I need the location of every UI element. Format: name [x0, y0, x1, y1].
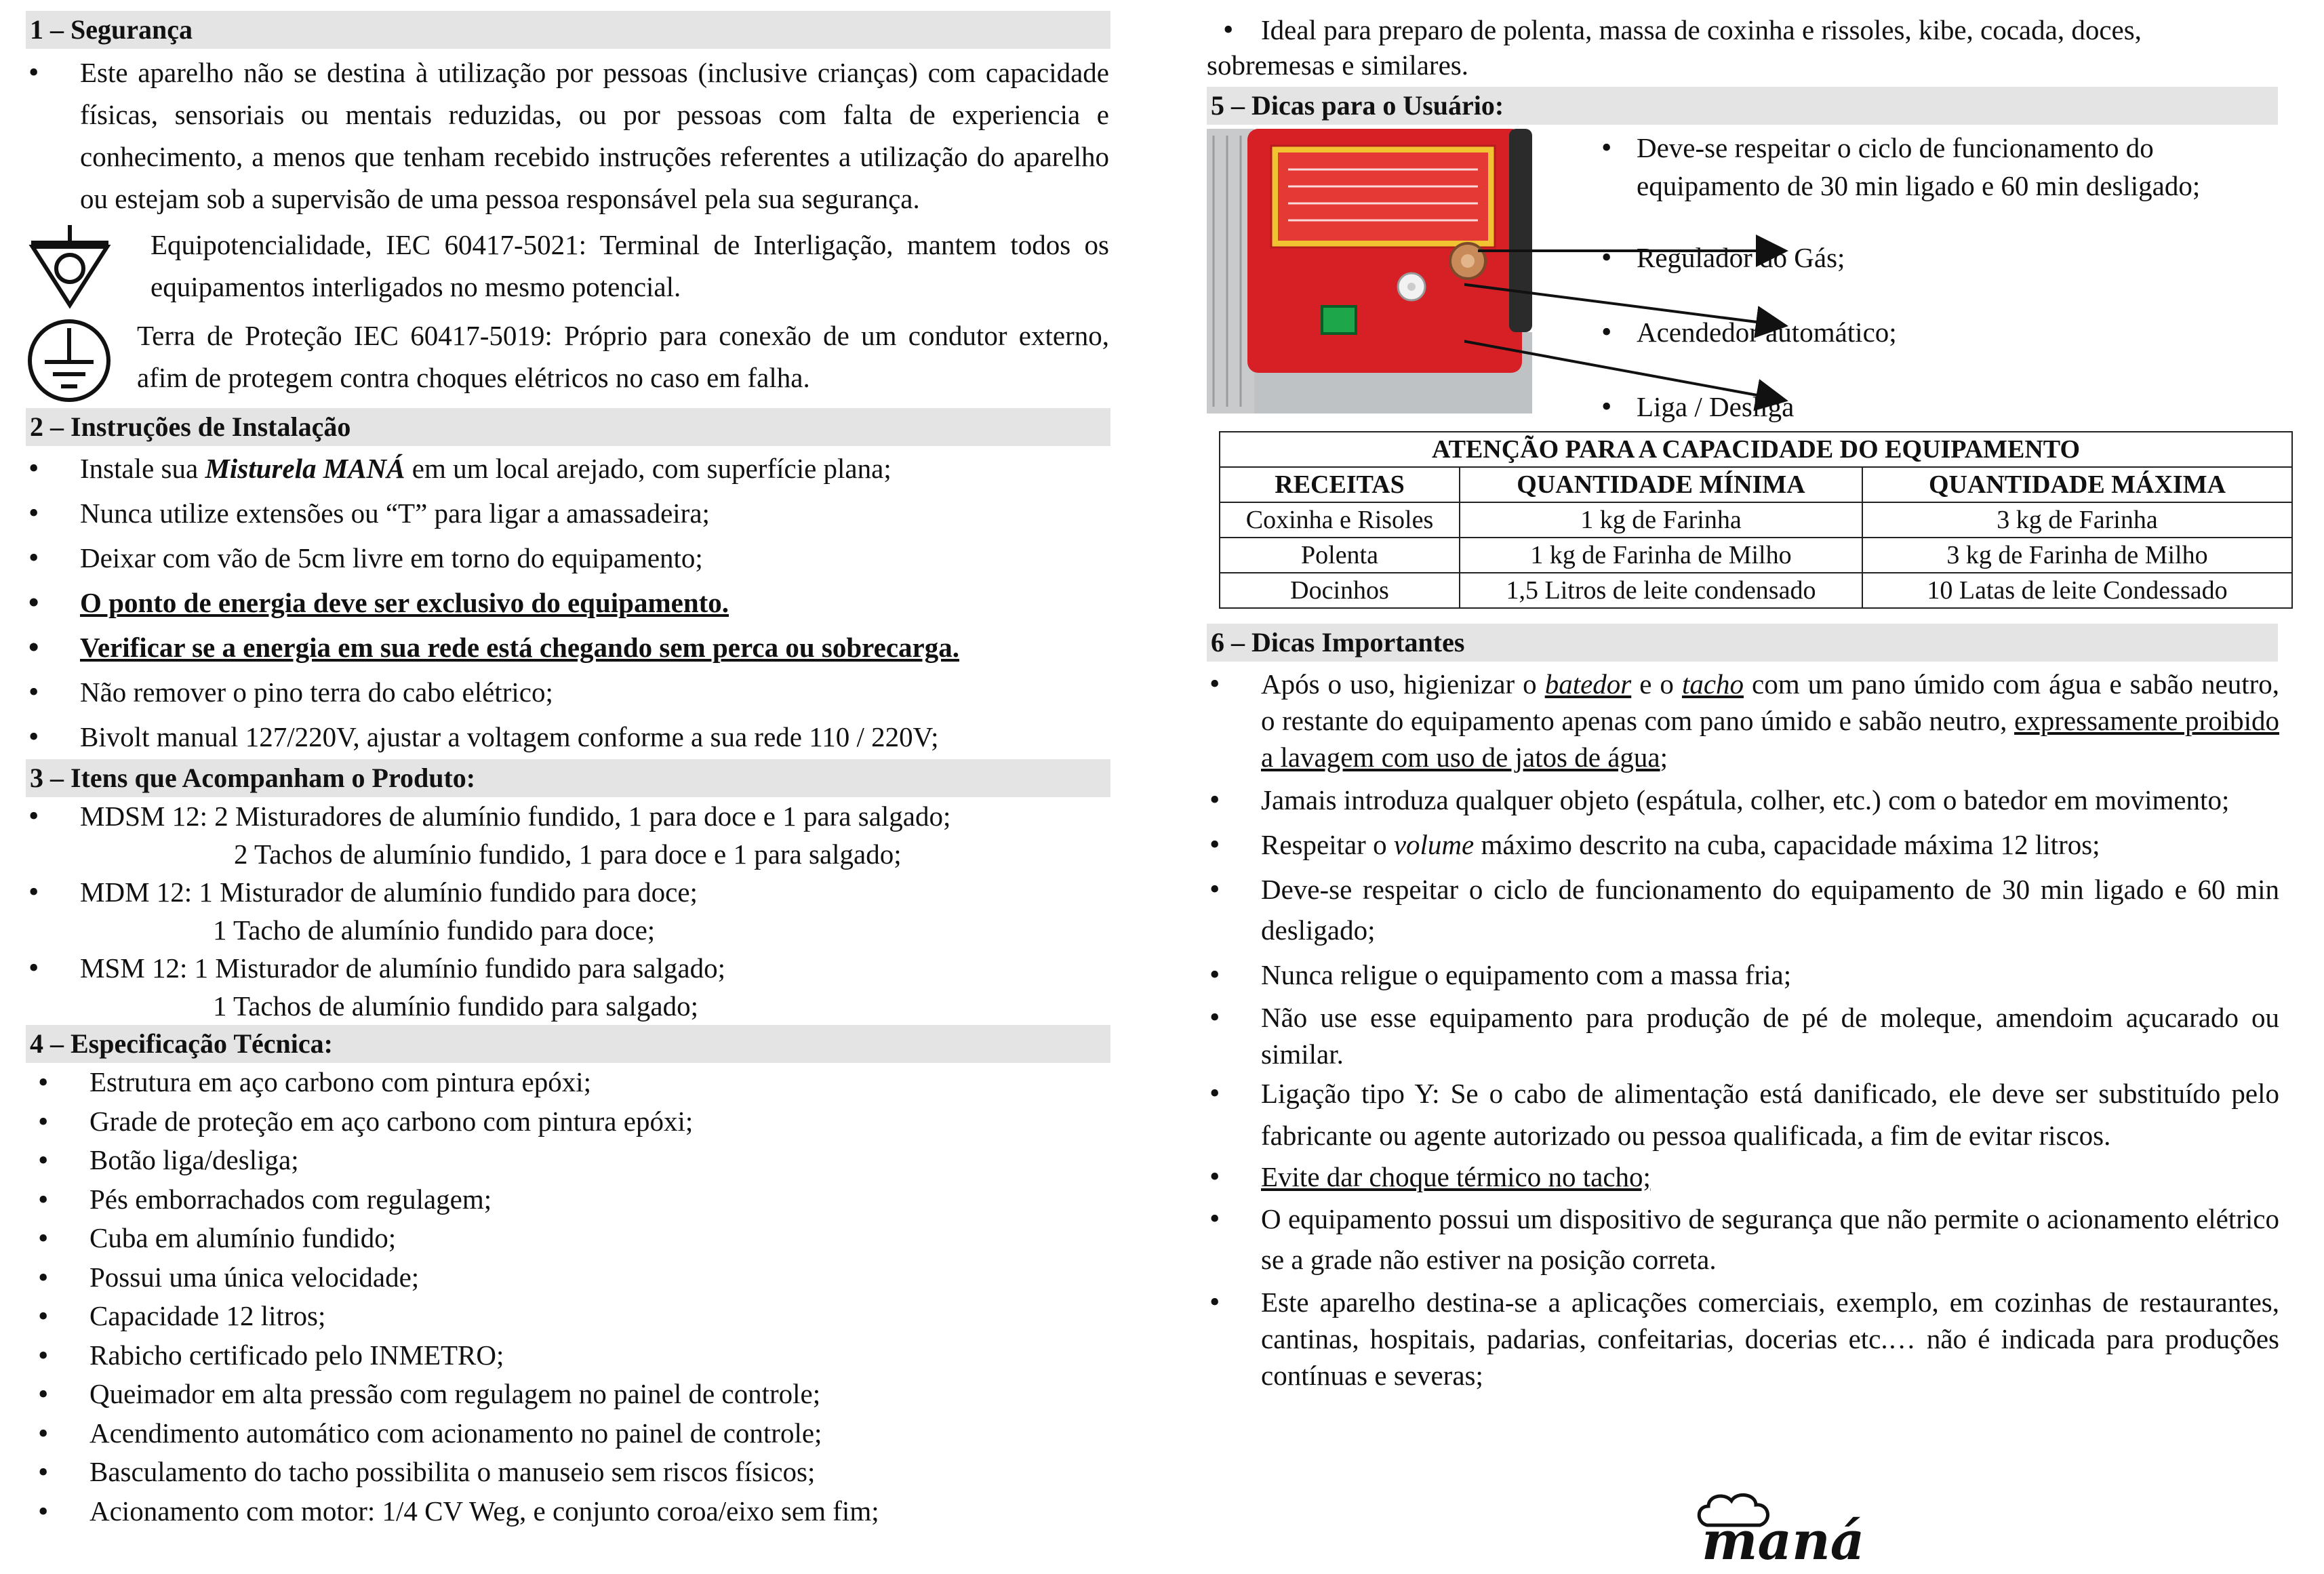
included-item: • MDM 12: 1 Misturador de alumínio fundido para doce;	[26, 873, 1110, 911]
table-cell: Polenta	[1220, 538, 1460, 573]
included-item-cont: 1 Tacho de alumínio fundido para doce;	[213, 914, 656, 946]
equipotential-text: Equipotencialidade, IEC 60417-5021: Terminal de Interligação, mantem todos os equipamentos interligados no mesmo potencial.	[151, 229, 1109, 302]
user-tip: • Regulador do Gás;	[1599, 239, 2277, 277]
section-2-heading: 2 – Instruções de Instalação	[26, 408, 1110, 446]
install-item: • Deixar com vão de 5cm livre em torno do equipamento;	[26, 536, 1110, 580]
tip-text: ;	[1660, 742, 1668, 773]
usage-line-cont: sobremesas e similares.	[1207, 49, 1468, 81]
important-tip: • Não use esse equipamento para produção de pé de moleque, amendoim açucarado ou similar.	[1207, 999, 2279, 1072]
tip-text: e o	[1631, 668, 1682, 700]
install-item-text: em um local arejado, com superfície plana;	[405, 453, 891, 484]
section-1-heading: 1 – Segurança	[26, 11, 1110, 49]
user-tip: • Liga / Desliga	[1599, 388, 2277, 426]
important-tips	[1207, 666, 2279, 1394]
right-column	[1207, 0, 2285, 1572]
table-cell: 10 Latas de leite Condessado	[1862, 573, 2292, 608]
spec-list	[26, 1063, 1110, 1531]
spec-item: • Queimador em alta pressão com regulagem no painel de controle;	[35, 1375, 1110, 1414]
tip-term: tacho	[1681, 668, 1744, 700]
table-row	[1220, 502, 2292, 538]
spec-item: • Estrutura em aço carbono com pintura epóxi;	[35, 1063, 1110, 1102]
capacity-table	[1219, 431, 2293, 609]
section-4-heading: 4 – Especificação Técnica:	[26, 1025, 1110, 1063]
brand-logo	[1688, 1491, 1864, 1571]
included-item: • MSM 12: 1 Misturador de alumínio fundido para salgado;	[26, 949, 1110, 987]
brand-name: Misturela MANÁ	[205, 453, 405, 484]
install-item-text: Instale sua	[80, 453, 205, 484]
important-tip	[1207, 824, 2279, 865]
install-item: • O ponto de energia deve ser exclusivo do equipamento.	[26, 580, 1110, 625]
table-cell: 1 kg de Farinha	[1460, 502, 1862, 538]
table-cell: 1 kg de Farinha de Milho	[1460, 538, 1862, 573]
user-tips-block	[1207, 129, 2285, 420]
install-item: • Nunca utilize extensões ou “T” para ligar a amassadeira;	[26, 491, 1110, 536]
spec-item: • Capacidade 12 litros;	[35, 1297, 1110, 1336]
spec-item: • Cuba em alumínio fundido;	[35, 1219, 1110, 1258]
spec-item: • Grade de proteção em aço carbono com pintura epóxi;	[35, 1102, 1110, 1142]
table-cell: Coxinha e Risoles	[1220, 502, 1460, 538]
tip-term: volume	[1393, 829, 1475, 860]
tip-text: Após o uso, higienizar o	[1261, 668, 1545, 700]
important-tip: • O equipamento possui um dispositivo de segurança que não permite o acionamento elétrico se a grade não estiver na posição correta.	[1207, 1198, 2279, 1280]
included-item: • MDSM 12: 2 Misturadores de alumínio fundido, 1 para doce e 1 para salgado;	[26, 797, 1110, 835]
tip-text: máximo descrito na cuba, capacidade máxima 12 litros;	[1474, 829, 2100, 860]
important-tip: • Jamais introduza qualquer objeto (espátula, colher, etc.) com o batedor em movimento;	[1207, 780, 2279, 820]
install-item: • Não remover o pino terra do cabo elétrico;	[26, 670, 1110, 714]
tip-term: batedor	[1544, 668, 1632, 700]
user-tip: • Deve-se respeitar o ciclo de funcionamento do equipamento de 30 min ligado e 60 min desligado;	[1599, 129, 2277, 205]
logo-text: maná	[1702, 1510, 1865, 1572]
usage-line: • Ideal para preparo de polenta, massa de coxinha e rissoles, kibe, cocada, doces,	[1223, 13, 2142, 46]
capacity-table-title: ATENÇÃO PARA A CAPACIDADE DO EQUIPAMENTO	[1220, 432, 2292, 467]
user-tip: • Acendedor automático;	[1599, 313, 2277, 351]
protective-earth-icon	[26, 315, 113, 407]
install-item	[26, 446, 1110, 491]
table-cell: 3 kg de Farinha	[1862, 502, 2292, 538]
table-row	[1220, 573, 2292, 608]
table-header: QUANTIDADE MÍNIMA	[1460, 467, 1862, 502]
tip-text: Respeitar o	[1261, 829, 1394, 860]
install-item: • Verificar se a energia em sua rede está chegando sem perca ou sobrecarga.	[26, 625, 1110, 670]
tip-warning: expressamente proibido a lavagem com uso de jatos de água	[1261, 705, 2279, 773]
usage-text: Ideal para preparo de polenta, massa de coxinha e rissoles, kibe, cocada, doces,	[1261, 14, 2142, 45]
table-cell: 3 kg de Farinha de Milho	[1862, 538, 2292, 573]
spec-item: • Pés emborrachados com regulagem;	[35, 1180, 1110, 1219]
spec-item: • Rabicho certificado pelo INMETRO;	[35, 1336, 1110, 1375]
left-column	[26, 0, 1110, 1531]
equipotential-row	[26, 224, 1110, 312]
spec-item: • Acendimento automático com acionamento no painel de controle;	[35, 1414, 1110, 1453]
section-3-heading: 3 – Itens que Acompanham o Produto:	[26, 759, 1110, 797]
important-tip: • Deve-se respeitar o ciclo de funcionamento do equipamento de 30 min ligado e 60 min desligado;	[1207, 869, 2279, 950]
user-tips-list	[1599, 129, 2277, 426]
spec-item: • Possui uma única velocidade;	[35, 1258, 1110, 1297]
table-header: QUANTIDADE MÁXIMA	[1862, 467, 2292, 502]
spec-item: • Basculamento do tacho possibilita o manuseio sem riscos físicos;	[35, 1453, 1110, 1492]
equipotential-icon	[26, 224, 114, 312]
spec-item: • Botão liga/desliga;	[35, 1141, 1110, 1180]
important-tip: • Ligação tipo Y: Se o cabo de alimentação está danificado, ele deve ser substituído pelo fabricante ou agente autorizado ou pessoa qualificada, a fim de evitar riscos.	[1207, 1072, 2279, 1156]
spec-item: • Acionamento com motor: 1/4 CV Weg, e conjunto coroa/eixo sem fim;	[35, 1492, 1110, 1531]
table-cell: Docinhos	[1220, 573, 1460, 608]
included-item-cont: 2 Tachos de alumínio fundido, 1 para doce e 1 para salgado;	[234, 839, 902, 870]
safety-item: • Este aparelho não se destina à utilização por pessoas (inclusive crianças) com capacidade físicas, sensoriais ou mentais reduzidas, ou por pessoas com falta de experiencia e conhecimento, a menos que tenham recebido instruções referentes a utilização do aparelho ou estejam sob a supervisão de uma pessoa responsável pela sua segurança.	[26, 52, 1110, 220]
important-tip: • Nunca religue o equipamento com a massa fria;	[1207, 954, 2279, 995]
section-6-heading: 6 – Dicas Importantes	[1207, 624, 2278, 662]
important-tip: • Evite dar choque térmico no tacho;	[1207, 1156, 2279, 1197]
important-tip: • Este aparelho destina-se a aplicações comerciais, exemplo, em cozinhas de restaurantes, cantinas, hospitais, padarias, confeitarias, docerias etc.… não é indicada para produções contínuas e severas;	[1207, 1284, 2279, 1394]
table-header: RECEITAS	[1220, 467, 1460, 502]
section-5-heading: 5 – Dicas para o Usuário:	[1207, 87, 2278, 125]
install-item: • Bivolt manual 127/220V, ajustar a voltagem conforme a sua rede 110 / 220V;	[26, 714, 1110, 759]
important-tip	[1207, 666, 2279, 775]
tip-text: com um pano úmido com água e sabão neutro, o restante do equipamento apenas com pano úmido e sabão neutro,	[1261, 668, 2279, 736]
table-row	[1220, 538, 2292, 573]
included-item-cont: 1 Tachos de alumínio fundido para salgado;	[213, 990, 698, 1022]
protective-earth-text: Terra de Proteção IEC 60417-5019: Próprio para conexão de um condutor externo, afim de protegem contra choques elétricos no caso em falha.	[137, 320, 1109, 393]
protective-earth-row	[26, 315, 1110, 407]
table-cell: 1,5 Litros de leite condensado	[1460, 573, 1862, 608]
